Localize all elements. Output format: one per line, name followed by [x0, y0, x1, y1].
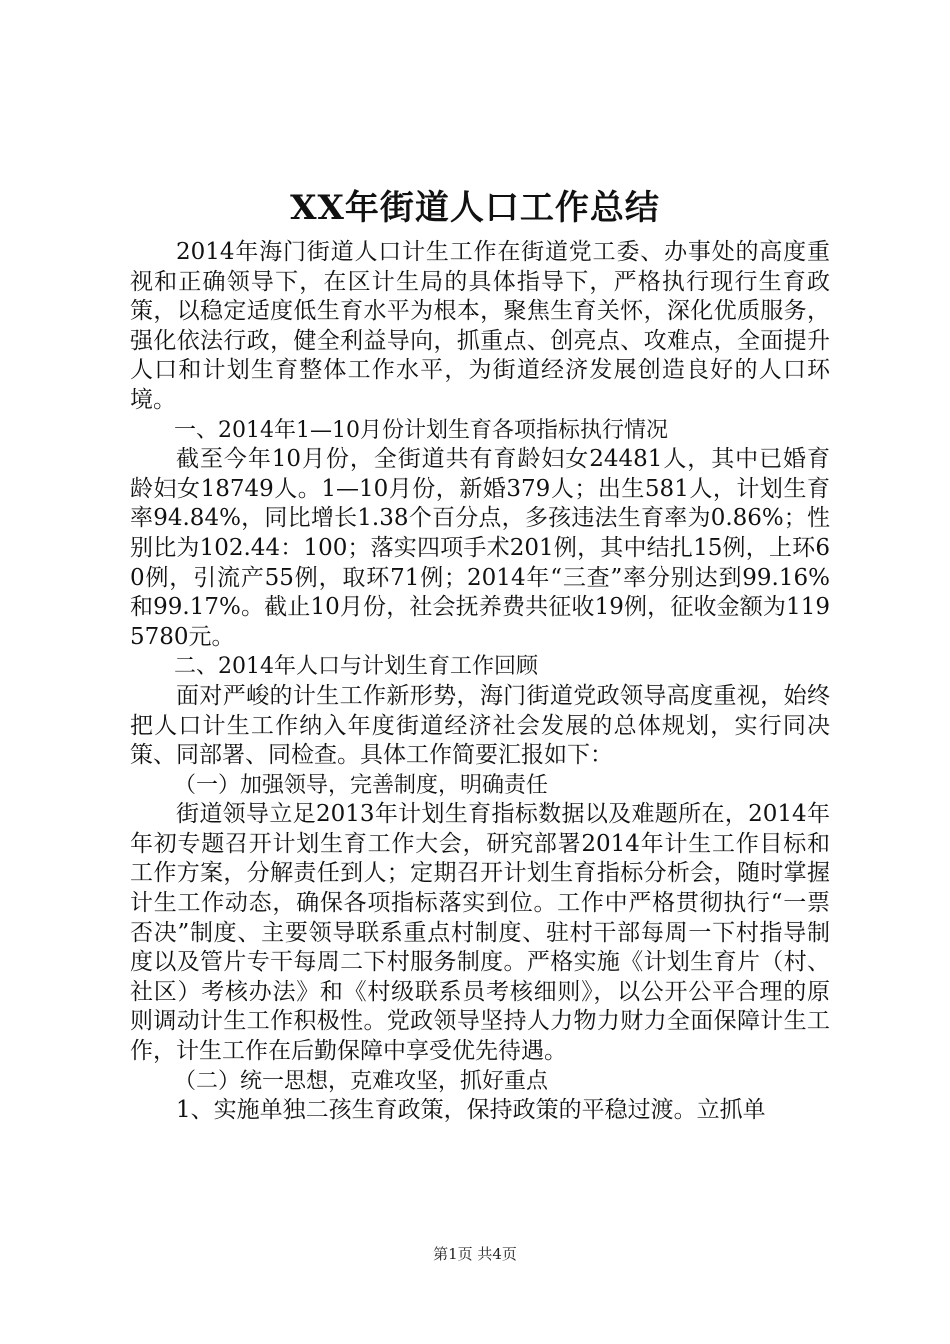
paragraph-policy: 1、实施单独二孩生育政策，保持政策的平稳过渡。立抓单 [176, 1097, 766, 1124]
subsection-heading-1: （一）加强领导，完善制度，明确责任 [174, 772, 549, 798]
paragraph-indicators: 截至今年10月份，全街道共有育龄妇女24481人，其中已婚育龄妇女18749人。1—10月份，新婚379人；出生581人，计划生育率94.84%，同比增长1.38个百分点，多孩违法生育率为0.86%；性别比为102.44：100；落实四项手术201例，其中结扎15例，上环60例，引流产55例，取环71例；2014年“三查”率分别达到99.16%和99.17%。截止10月份，社会抚养费共征收19例，征收金额为1195780元。 [130, 446, 830, 650]
paragraph-intro: 2014年海门街道人口计生工作在街道党工委、办事处的高度重视和正确领导下，在区计生局的具体指导下，严格执行现行生育政策，以稳定适度低生育水平为根本，聚焦生育关怀，深化优质服务，强化依法行政，健全利益导向，抓重点、创亮点、攻难点，全面提升人口和计划生育整体工作水平，为街道经济发展创造良好的人口环境。 [130, 239, 830, 413]
page-footer: 第1页 共4页 [433, 1245, 517, 1263]
paragraph-leadership: 街道领导立足2013年计划生育指标数据以及难题所在，2014年年初专题召开计划生育工作大会，研究部署2014年计生工作目标和工作方案，分解责任到人；定期召开计划生育指标分析会，随时掌握计生工作动态，确保各项指标落实到位。工作中严格贯彻执行“一票否决”制度、主要领导联系重点村制度、驻村干部每周一下村指导制度以及管片专干每周二下村服务制度。严格实施《计划生育片（村、社区）考核办法》和《村级联系员考核细则》，以公开公平合理的原则调动计生工作积极性。党政领导坚持人力物力财力全面保障计生工作，计生工作在后勤保障中享受优先待遇。 [130, 801, 830, 1065]
paragraph-review: 面对严峻的计生工作新形势，海门街道党政领导高度重视，始终把人口计生工作纳入年度街道经济社会发展的总体规划，实行同决策、同部署、同检查。具体工作简要汇报如下： [130, 682, 830, 769]
section-heading-2: 二、2014年人口与计划生育工作回顾 [174, 654, 538, 680]
section-heading-1: 一、2014年1—10月份计划生育各项指标执行情况 [174, 417, 668, 443]
document-title: XX年街道人口工作总结 [290, 188, 660, 228]
subsection-heading-2: （二）统一思想，克难攻坚，抓好重点 [174, 1068, 549, 1094]
document-body [130, 238, 830, 1126]
